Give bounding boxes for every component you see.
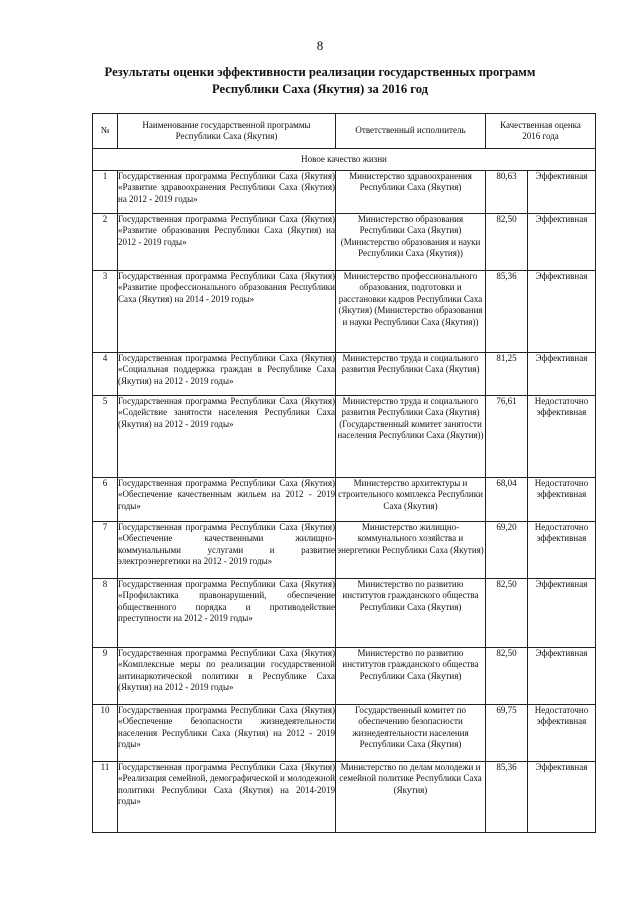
responsible-executor: Министерство труда и социального развития Республики Саха (Якутия) (Государственный комитет занятости населения Республики Саха (Якутия)) — [336, 396, 486, 478]
rating-score: 69,75 — [486, 705, 528, 762]
table-row — [93, 171, 596, 214]
responsible-executor: Министерство по развитию институтов гражданского общества Республики Саха (Якутия) — [336, 579, 486, 648]
rating-grade: Эффективная — [528, 353, 596, 396]
results-table — [92, 113, 596, 833]
responsible-executor: Государственный комитет по обеспечению безопасности жизнедеятельности населения Республики Саха (Якутия) — [336, 705, 486, 762]
row-number: 4 — [93, 353, 118, 396]
program-name: Государственная программа Республики Саха (Якутия) «Развитие образования Республики Саха (Якутия) на 2012 - 2019 годы» — [118, 214, 336, 271]
row-number: 6 — [93, 478, 118, 522]
program-name: Государственная программа Республики Саха (Якутия) «Реализация семейной, демографической и молодежной политики Республики Саха (Якутия) на 2014-2019 годы» — [118, 762, 336, 833]
program-name: Государственная программа Республики Саха (Якутия) «Обеспечение качественными жилищно-коммунальными услугами и развитие электроэнергетики на 2012 - 2019 годы» — [118, 522, 336, 579]
table-row — [93, 353, 596, 396]
header-executor: Ответственный исполнитель — [336, 114, 486, 149]
header-rating — [486, 114, 596, 149]
responsible-executor: Министерство по развитию институтов гражданского общества Республики Саха (Якутия) — [336, 648, 486, 705]
header-name-line-2: Республики Саха (Якутия) — [175, 131, 278, 141]
table-row — [93, 214, 596, 271]
rating-score: 85,36 — [486, 271, 528, 353]
responsible-executor: Министерство жилищно-коммунального хозяйства и энергетики Республики Саха (Якутия) — [336, 522, 486, 579]
row-number: 10 — [93, 705, 118, 762]
rating-score: 76,61 — [486, 396, 528, 478]
row-number: 7 — [93, 522, 118, 579]
section-title: Новое качество жизни — [93, 149, 596, 171]
table-row — [93, 522, 596, 579]
responsible-executor: Министерство по делам молодежи и семейной политике Республики Саха (Якутия) — [336, 762, 486, 833]
rating-score: 68,04 — [486, 478, 528, 522]
row-number: 5 — [93, 396, 118, 478]
row-number: 3 — [93, 271, 118, 353]
rating-score: 69,20 — [486, 522, 528, 579]
title-line-1: Результаты оценки эффективности реализации государственных программ — [104, 65, 536, 79]
rating-grade: Эффективная — [528, 579, 596, 648]
responsible-executor: Министерство профессионального образования, подготовки и расстановки кадров Республики Саха (Якутия) (Министерство образования и науки Республики Саха (Якутия)) — [336, 271, 486, 353]
row-number: 11 — [93, 762, 118, 833]
rating-grade: Недостаточно эффективная — [528, 705, 596, 762]
program-name: Государственная программа Республики Саха (Якутия) «Содействие занятости населения Республики Саха (Якутия) на 2012 - 2019 годы» — [118, 396, 336, 478]
table-row — [93, 478, 596, 522]
responsible-executor: Министерство образования Республики Саха (Якутия) (Министерство образования и науки Республики Саха (Якутия)) — [336, 214, 486, 271]
rating-score: 85,36 — [486, 762, 528, 833]
row-number: 9 — [93, 648, 118, 705]
rating-score: 82,50 — [486, 214, 528, 271]
program-name: Государственная программа Республики Саха (Якутия) «Развитие профессионального образования Республики Саха (Якутия) на 2014 - 2019 годы» — [118, 271, 336, 353]
row-number: 1 — [93, 171, 118, 214]
rating-grade: Эффективная — [528, 214, 596, 271]
table-row — [93, 705, 596, 762]
row-number: 8 — [93, 579, 118, 648]
responsible-executor: Министерство здравоохранения Республики Саха (Якутия) — [336, 171, 486, 214]
table-row — [93, 396, 596, 478]
rating-score: 80,63 — [486, 171, 528, 214]
rating-score: 82,50 — [486, 648, 528, 705]
program-name: Государственная программа Республики Саха (Якутия) «Профилактика правонарушений, обеспечение общественного порядка и противодействие преступности на 2012 - 2019 годы» — [118, 579, 336, 648]
rating-grade: Недостаточно эффективная — [528, 396, 596, 478]
table-row — [93, 762, 596, 833]
table-row — [93, 271, 596, 353]
header-rating-line-2: 2016 года — [522, 131, 559, 141]
rating-grade: Эффективная — [528, 271, 596, 353]
program-name: Государственная программа Республики Саха (Якутия) «Социальная поддержка граждан в Республике Саха (Якутия) на 2012 - 2019 годы» — [118, 353, 336, 396]
rating-score: 82,50 — [486, 579, 528, 648]
program-name: Государственная программа Республики Саха (Якутия) «Обеспечение качественным жильем на 2012 - 2019 годы» — [118, 478, 336, 522]
rating-grade: Недостаточно эффективная — [528, 522, 596, 579]
section-row — [93, 149, 596, 171]
title-line-2: Республики Саха (Якутия) за 2016 год — [212, 82, 428, 96]
program-name: Государственная программа Республики Саха (Якутия) «Комплексные меры по реализации государственной антинаркотической политики в Республике Саха (Якутия) на 2012 - 2019 годы» — [118, 648, 336, 705]
header-no: № — [93, 114, 118, 149]
header-program-name — [118, 114, 336, 149]
table-row — [93, 648, 596, 705]
page-number: 8 — [316, 38, 324, 53]
header-name-line-1: Наименование государственной программы — [142, 119, 311, 130]
rating-score: 81,25 — [486, 353, 528, 396]
document-title — [40, 64, 600, 98]
rating-grade: Эффективная — [528, 762, 596, 833]
rating-grade: Эффективная — [528, 171, 596, 214]
header-rating-line-1: Качественная оценка — [500, 119, 581, 130]
rating-grade: Эффективная — [528, 648, 596, 705]
table-row — [93, 579, 596, 648]
rating-grade: Недостаточно эффективная — [528, 478, 596, 522]
responsible-executor: Министерство труда и социального развития Республики Саха (Якутия) — [336, 353, 486, 396]
program-name: Государственная программа Республики Саха (Якутия) «Обеспечение безопасности жизнедеятельности населения Республики Саха (Якутия) на 2012 - 2019 годы» — [118, 705, 336, 762]
table-header-row — [93, 114, 596, 149]
row-number: 2 — [93, 214, 118, 271]
responsible-executor: Министерство архитектуры и строительного комплекса Республики Саха (Якутия) — [336, 478, 486, 522]
program-name: Государственная программа Республики Саха (Якутия) «Развитие здравоохранения Республики Саха (Якутия) на 2012 - 2019 годы» — [118, 171, 336, 214]
